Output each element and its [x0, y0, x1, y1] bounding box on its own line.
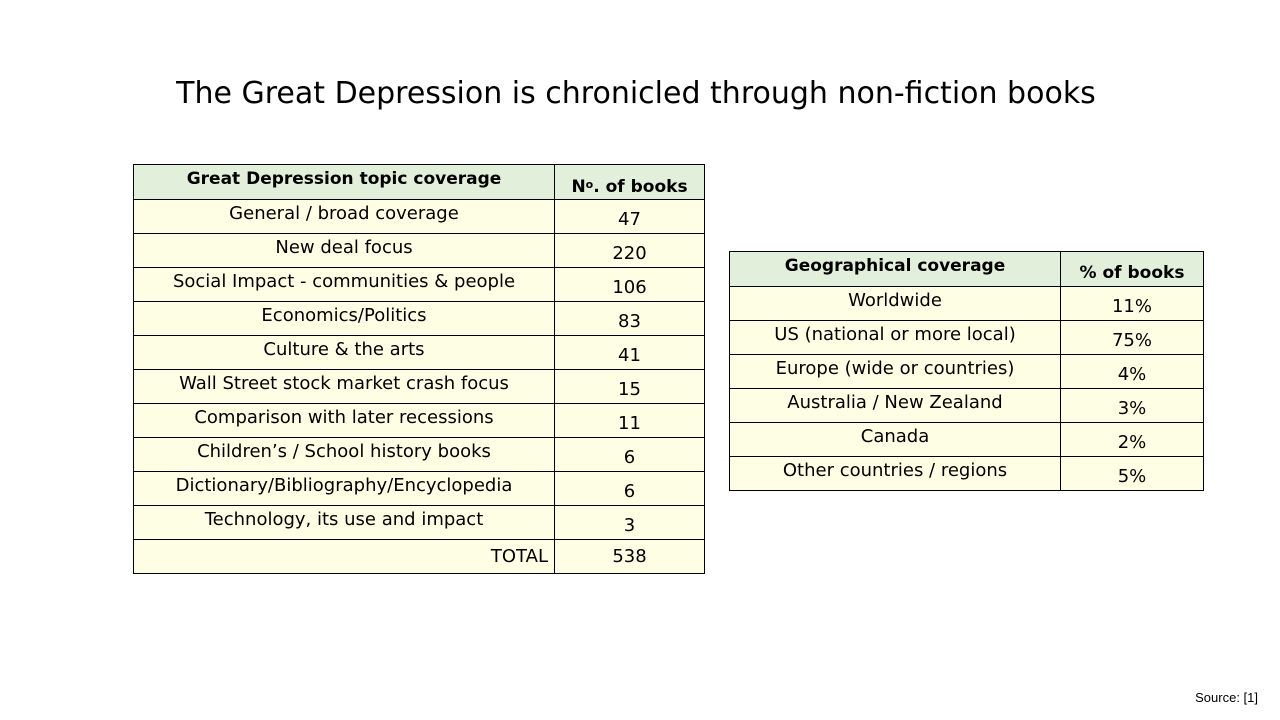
table-header-row — [134, 165, 705, 200]
table-row — [730, 457, 1204, 491]
table-row — [134, 302, 705, 336]
topic-label: General / broad coverage — [134, 200, 555, 234]
topic-label: Social Impact - communities & people — [134, 268, 555, 302]
slide-title: The Great Depression is chronicled through non-fiction books — [176, 76, 1096, 111]
table-row — [134, 200, 705, 234]
table-row — [730, 389, 1204, 423]
table-row — [134, 336, 705, 370]
topic-label: New deal focus — [134, 234, 555, 268]
total-count: 538 — [555, 540, 705, 574]
table-row — [134, 506, 705, 540]
percent-books: 11% — [1061, 287, 1204, 321]
table-row — [730, 423, 1204, 457]
table-row — [134, 404, 705, 438]
table-row — [134, 268, 705, 302]
geographical-coverage-table — [729, 251, 1204, 491]
region-label: Other countries / regions — [730, 457, 1061, 491]
topic-label: Wall Street stock market crash focus — [134, 370, 555, 404]
table-row — [134, 370, 705, 404]
book-count-header — [555, 165, 705, 200]
percent-books: 3% — [1061, 389, 1204, 423]
book-count: 11 — [555, 404, 705, 438]
book-count: 47 — [555, 200, 705, 234]
percent-books: 5% — [1061, 457, 1204, 491]
book-count: 15 — [555, 370, 705, 404]
book-count: 83 — [555, 302, 705, 336]
table-row — [730, 355, 1204, 389]
percent-books: 75% — [1061, 321, 1204, 355]
book-count: 6 — [555, 472, 705, 506]
region-label: Europe (wide or countries) — [730, 355, 1061, 389]
percent-books: 2% — [1061, 423, 1204, 457]
percent-books-header: % of books — [1061, 252, 1204, 287]
source-note: Source: [1] — [1195, 690, 1258, 705]
topic-coverage-header: Great Depression topic coverage — [134, 165, 555, 200]
region-label: Australia / New Zealand — [730, 389, 1061, 423]
table-row — [730, 287, 1204, 321]
region-label: Canada — [730, 423, 1061, 457]
book-count-header-suffix: . of books — [593, 176, 688, 197]
region-label: Worldwide — [730, 287, 1061, 321]
topic-label: Dictionary/Bibliography/Encyclopedia — [134, 472, 555, 506]
total-row — [134, 540, 705, 574]
geographical-coverage-header: Geographical coverage — [730, 252, 1061, 287]
topic-coverage-table — [133, 164, 705, 574]
topic-label: Children’s / School history books — [134, 438, 555, 472]
book-count-header-superscript: o — [585, 177, 594, 191]
topic-label: Technology, its use and impact — [134, 506, 555, 540]
table-row — [134, 234, 705, 268]
table-row — [730, 321, 1204, 355]
book-count: 6 — [555, 438, 705, 472]
region-label: US (national or more local) — [730, 321, 1061, 355]
book-count: 41 — [555, 336, 705, 370]
total-label: TOTAL — [134, 540, 555, 574]
book-count: 106 — [555, 268, 705, 302]
topic-label: Culture & the arts — [134, 336, 555, 370]
percent-books: 4% — [1061, 355, 1204, 389]
book-count-header-prefix: N — [571, 176, 586, 197]
book-count: 220 — [555, 234, 705, 268]
table-header-row — [730, 252, 1204, 287]
topic-label: Comparison with later recessions — [134, 404, 555, 438]
table-row — [134, 472, 705, 506]
topic-label: Economics/Politics — [134, 302, 555, 336]
table-row — [134, 438, 705, 472]
book-count: 3 — [555, 506, 705, 540]
